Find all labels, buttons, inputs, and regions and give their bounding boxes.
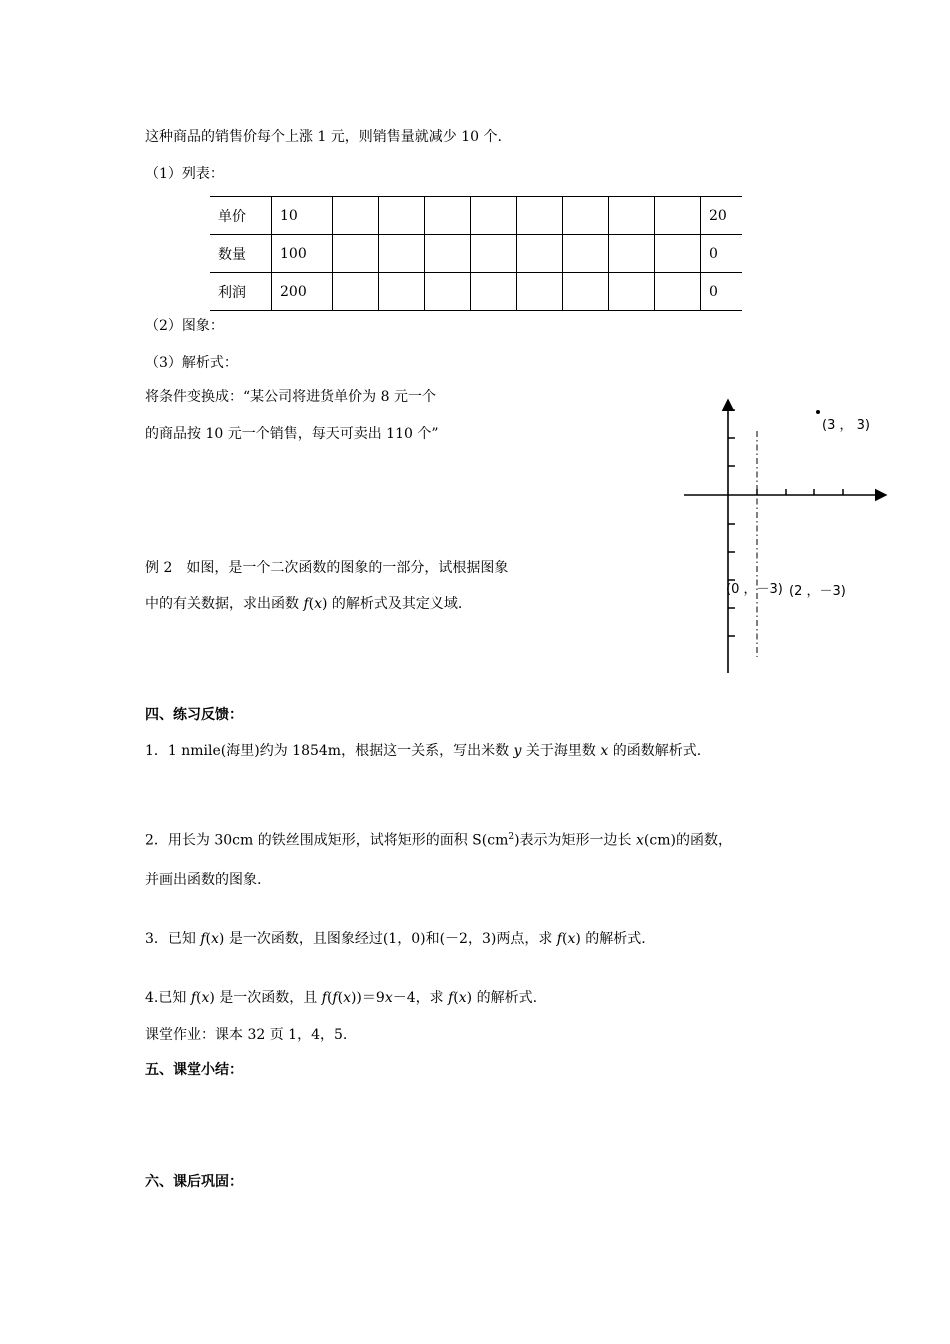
text-segment: 关于海里数	[521, 743, 601, 759]
table-cell: 20	[701, 197, 743, 235]
question-3: 3．已知 f(x) 是一次函数，且图象经过(1，0)和(－2，3)两点，求 f(x) 的解析式.	[145, 931, 646, 947]
text-segment: 2．用长为 30cm 的铁丝围成矩形，试将矩形的面积 S(cm	[145, 832, 509, 849]
table-cell	[471, 197, 517, 235]
text-segment: 是一次函数，且	[214, 990, 322, 1006]
table-cell	[655, 235, 701, 273]
function-graph	[680, 395, 890, 680]
table-cell	[563, 235, 609, 273]
text-segment: )表示为矩形一边长	[514, 832, 637, 849]
table-cell	[563, 197, 609, 235]
text-segment: 3．已知	[145, 931, 201, 947]
table-cell	[333, 235, 379, 273]
table-cell	[333, 197, 379, 235]
table-cell	[517, 235, 563, 273]
table-row	[210, 197, 742, 235]
text-segment: 的解析式.	[580, 931, 646, 947]
table-cell	[609, 273, 655, 311]
table-cell: 200	[272, 273, 333, 311]
text-segment: ＝9	[361, 990, 385, 1006]
table-cell	[655, 197, 701, 235]
math-x: x	[458, 990, 467, 1006]
part1-label: （1）列表：	[145, 166, 224, 182]
y-axis-ticks	[728, 410, 735, 636]
table-cell	[563, 273, 609, 311]
section6-title: 六、课后巩固：	[145, 1174, 243, 1190]
table-cell	[609, 197, 655, 235]
math-y: y	[513, 743, 522, 759]
text-segment: 的函数解析式.	[608, 743, 702, 759]
question-1	[145, 741, 701, 761]
label-point-3-3: (3 ， 3)	[822, 418, 870, 433]
part2-label: （2）图象：	[145, 318, 224, 334]
text-segment: 1．1 nmile(海里)约为 1854m，根据这一关系，写出米数	[145, 743, 514, 759]
table-cell: 利润	[210, 273, 272, 311]
table-cell: 100	[272, 235, 333, 273]
table-cell	[379, 235, 425, 273]
label-point-2-neg3: (2 ，－3)	[789, 584, 846, 599]
table-row	[210, 235, 742, 273]
table-row	[210, 273, 742, 311]
math-fx: f	[190, 990, 196, 1006]
math-fx: f	[332, 990, 338, 1006]
math-x: x	[636, 832, 644, 849]
part3-label: （3）解析式：	[145, 355, 238, 371]
table-cell: 10	[272, 197, 333, 235]
math-x: x	[314, 596, 323, 612]
math-fx: f	[200, 931, 206, 947]
price-table	[210, 196, 742, 311]
math-fx: f	[321, 990, 327, 1006]
table-cell	[379, 273, 425, 311]
table-cell: 数量	[210, 235, 272, 273]
text-segment: 4.已知	[145, 990, 191, 1006]
table-cell	[471, 235, 517, 273]
question-2-line-2: 并画出函数的图象.	[145, 872, 262, 888]
label-point-0-neg3: (0 ，－3)	[726, 582, 783, 597]
table-cell	[517, 197, 563, 235]
text-segment: 中的有关数据，求出函数	[145, 596, 304, 612]
text-segment: 的解析式及其定义域.	[327, 596, 463, 612]
table-cell	[609, 235, 655, 273]
text-segment: 是一次函数，且图象经过(1，0)和(－2，3)两点，求	[224, 931, 557, 947]
section4-title: 四、练习反馈：	[145, 707, 243, 723]
math-x: x	[384, 990, 393, 1006]
math-x: x	[211, 931, 219, 947]
table-cell: 0	[701, 235, 743, 273]
text-segment: 的解析式.	[472, 990, 538, 1006]
table-cell: 0	[701, 273, 743, 311]
math-x: x	[600, 743, 609, 759]
table-cell	[425, 197, 471, 235]
math-fx: f	[303, 596, 309, 612]
table-cell	[425, 273, 471, 311]
math-x: x	[567, 931, 576, 947]
table-cell	[517, 273, 563, 311]
text-segment: (cm)的函数，	[643, 832, 732, 849]
section5-title: 五、课堂小结：	[145, 1062, 243, 1078]
math-fx: f	[556, 931, 562, 947]
math-fx: f	[448, 990, 454, 1006]
table-cell	[655, 273, 701, 311]
condition-line-1: 将条件变换成：“某公司将进货单价为 8 元一个	[145, 389, 436, 405]
question-2-line-1	[145, 827, 732, 851]
example2-line-1: 例 2 如图，是一个二次函数的图象的一部分，试根据图象	[145, 560, 509, 576]
question-4: 4.已知 f(x) 是一次函数，且 f(f(x))＝9x－4，求 f(x) 的解析式.	[145, 990, 538, 1006]
point-3-3	[816, 410, 820, 414]
math-x: x	[201, 990, 210, 1006]
condition-line-2: 的商品按 10 元一个销售，每天可卖出 110 个”	[145, 426, 439, 442]
table-cell	[471, 273, 517, 311]
example2-line-2: 中的有关数据，求出函数 f(x) 的解析式及其定义域.	[145, 596, 463, 612]
superscript-2: 2	[508, 832, 515, 842]
table-cell	[425, 235, 471, 273]
x-axis-ticks	[757, 489, 843, 495]
text-segment: －4，求	[392, 990, 449, 1006]
table-cell	[333, 273, 379, 311]
table-cell: 单价	[210, 197, 272, 235]
homework-line: 课堂作业：课本 32 页 1，4，5.	[145, 1027, 348, 1043]
table-cell	[379, 197, 425, 235]
intro-line: 这种商品的销售价每个上涨 1 元，则销售量就减少 10 个.	[145, 129, 502, 145]
math-x: x	[343, 990, 351, 1006]
